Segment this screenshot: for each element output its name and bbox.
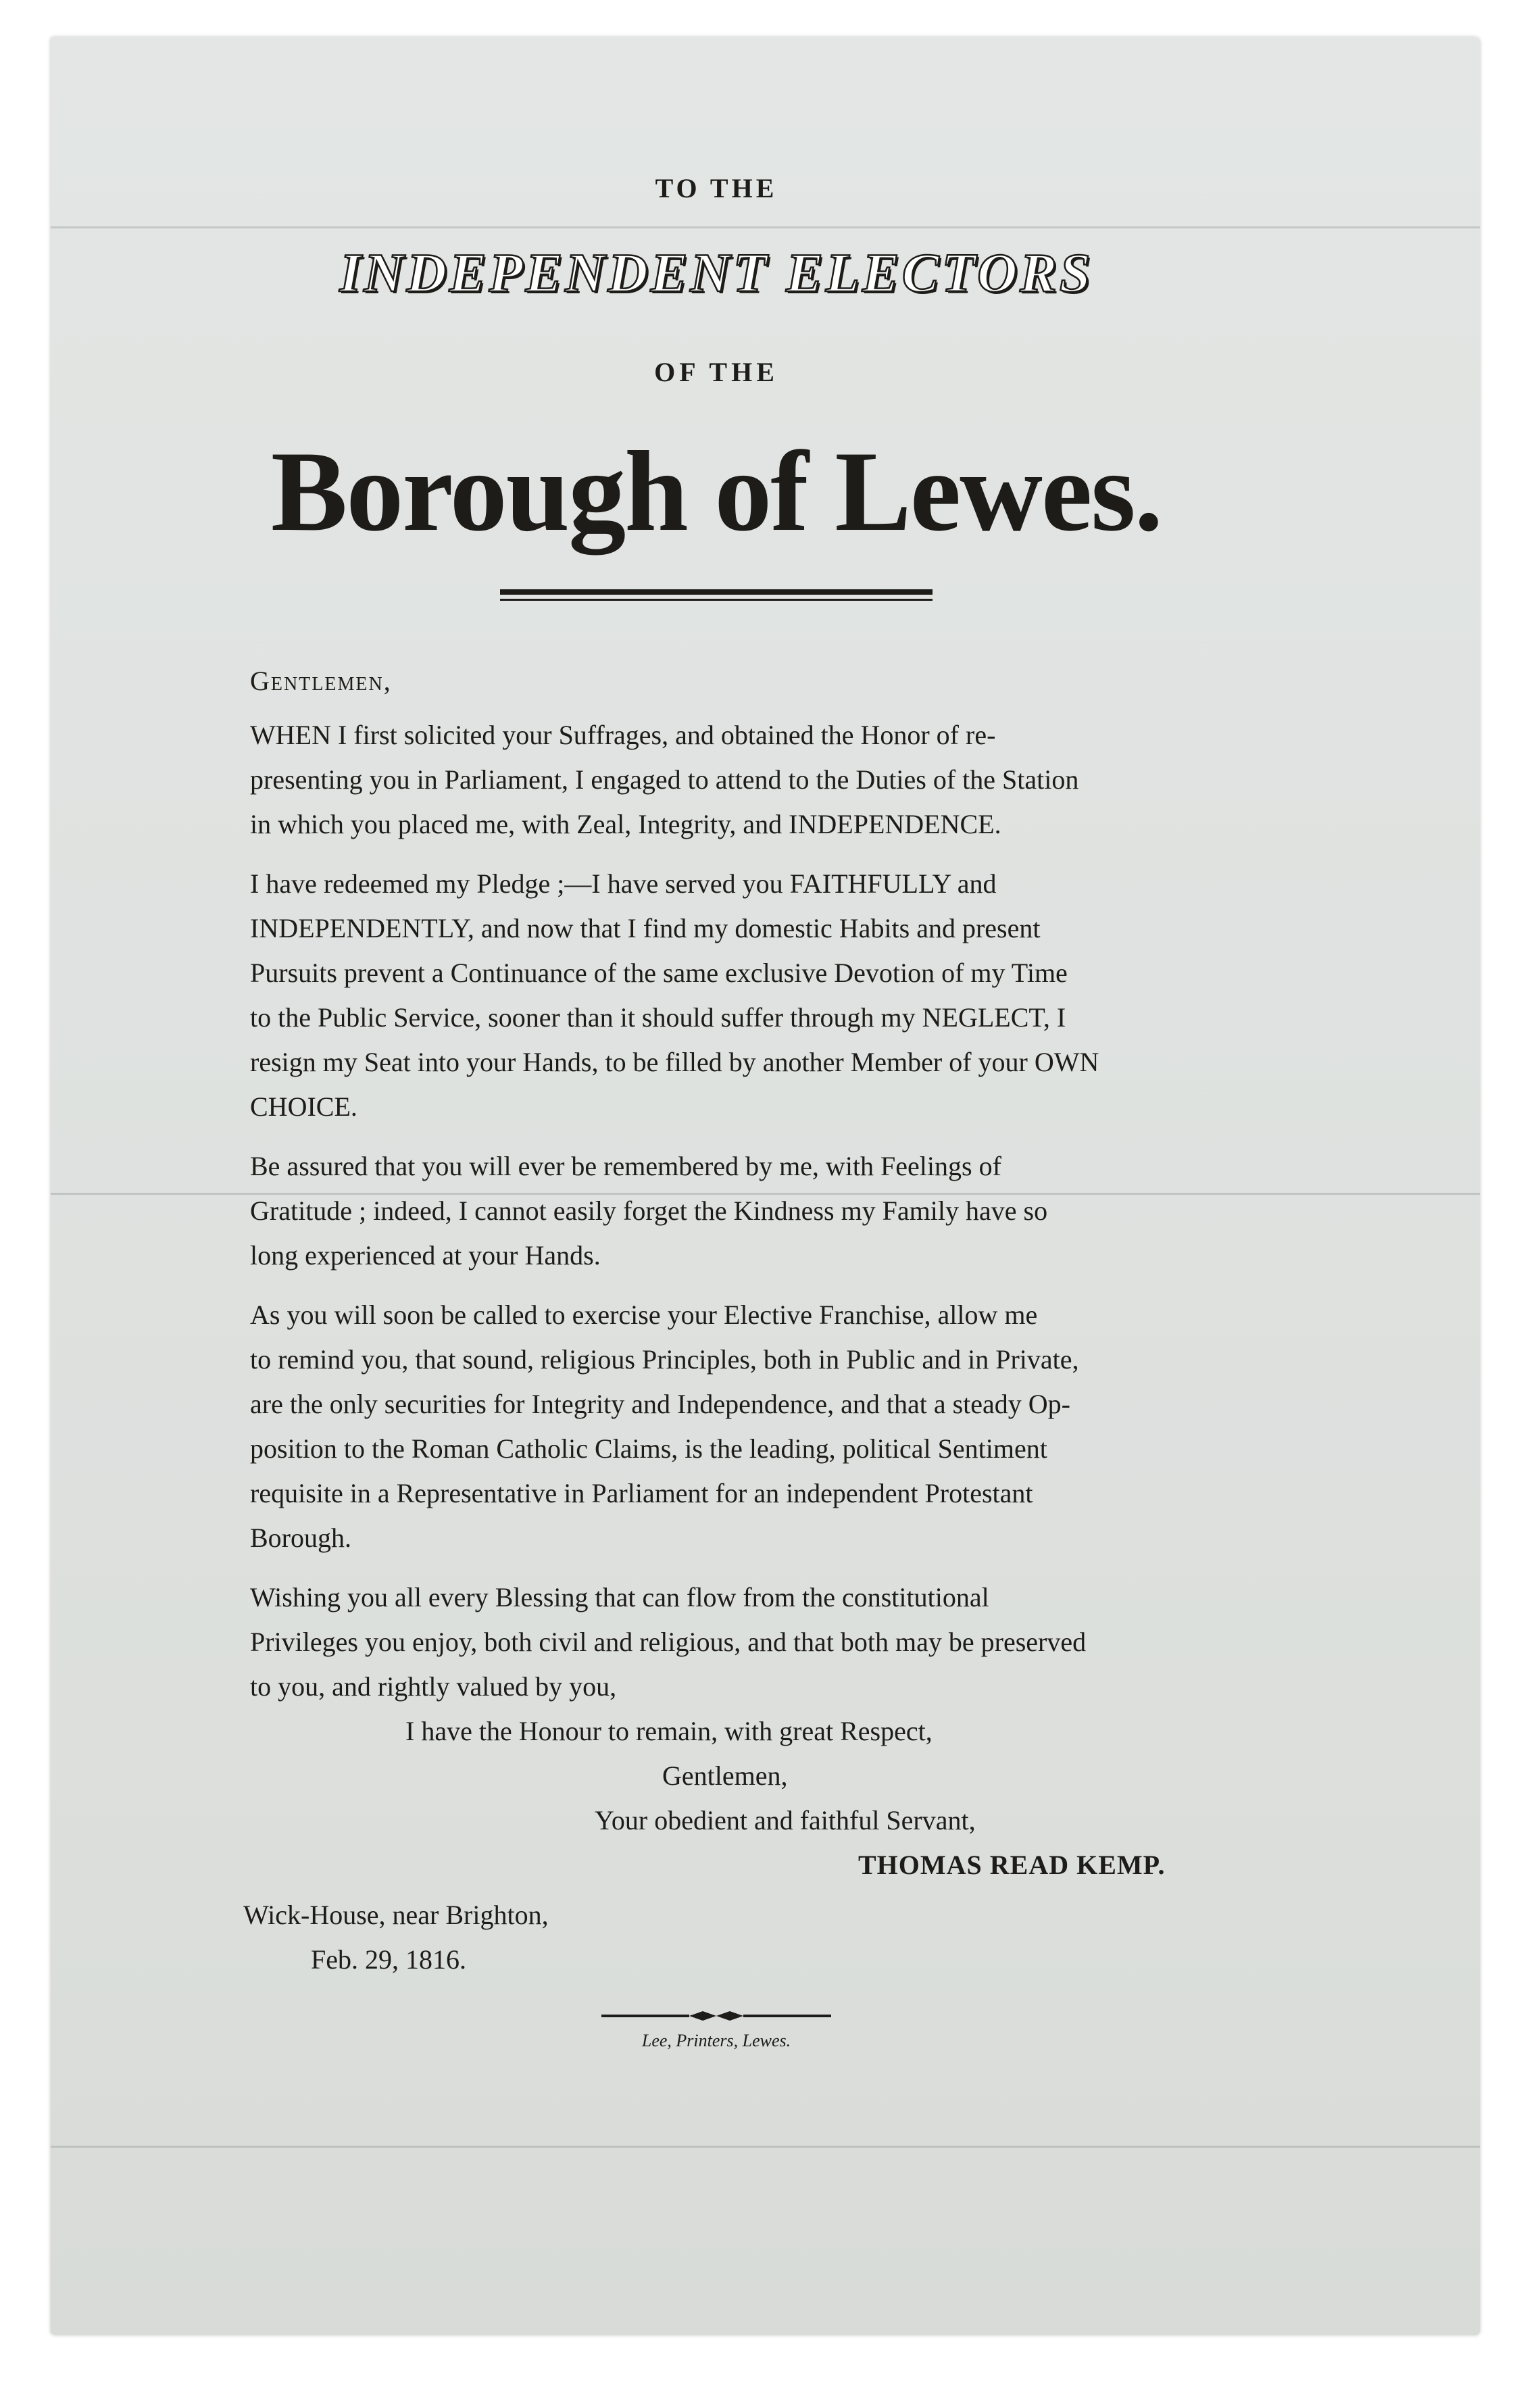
title-rule bbox=[500, 589, 933, 601]
paragraph-line: presenting you in Parliament, I engaged to attend to the Duties of the Station bbox=[250, 764, 1079, 795]
paragraph-line: Pursuits prevent a Continuance of the same exclusive Devotion of my Time bbox=[250, 958, 1068, 988]
paragraph-line: in which you placed me, with Zeal, Integrity, and INDEPENDENCE. bbox=[250, 809, 1001, 839]
place-date-block bbox=[176, 1893, 1257, 1982]
closing-line: I have the Honour to remain, with great Respect, bbox=[405, 1716, 933, 1746]
paragraph-line: WHEN I first solicited your Suffrages, and obtained the Honor of re- bbox=[250, 720, 996, 750]
paragraph-line: Gratitude ; indeed, I cannot easily forget the Kindness my Family have so bbox=[250, 1195, 1048, 1226]
paragraph-line: to the Public Service, sooner than it should suffer through my NEGLECT, I bbox=[250, 1002, 1066, 1033]
document-body bbox=[176, 172, 1257, 2051]
paragraph-line: long experienced at your Hands. bbox=[250, 1240, 601, 1270]
paragraph-5 bbox=[176, 1575, 1257, 1709]
page-title: Borough of Lewes. bbox=[270, 428, 1162, 555]
paragraph-line: CHOICE. bbox=[250, 1091, 357, 1122]
paragraph-line: resign my Seat into your Hands, to be filled by another Member of your OWN bbox=[250, 1047, 1099, 1077]
letter-paragraphs bbox=[176, 713, 1257, 1709]
heading-of-the: OF THE bbox=[654, 357, 778, 387]
paragraph-line: As you will soon be called to exercise your Elective Franchise, allow me bbox=[250, 1300, 1038, 1330]
paragraph-line: INDEPENDENTLY, and now that I find my domestic Habits and present bbox=[250, 913, 1041, 943]
paragraph-line: Wishing you all every Blessing that can flow from the constitutional bbox=[250, 1582, 989, 1612]
rule-thin bbox=[500, 599, 933, 601]
closing-line: Your obedient and faithful Servant, bbox=[595, 1805, 976, 1835]
paragraph-line: Be assured that you will ever be remembered by me, with Feelings of bbox=[250, 1151, 1001, 1181]
closing-block bbox=[176, 1709, 1257, 1888]
paragraph-line: requisite in a Representative in Parliament for an independent Protestant bbox=[250, 1478, 1033, 1508]
paragraph-2 bbox=[176, 862, 1257, 1129]
signature: THOMAS READ KEMP. bbox=[858, 1850, 1166, 1880]
paragraph-1 bbox=[176, 713, 1257, 847]
paragraph-line: position to the Roman Catholic Claims, is the leading, political Sentiment bbox=[250, 1433, 1047, 1464]
ornament-rule-icon bbox=[601, 2009, 831, 2023]
printer-imprint: Lee, Printers, Lewes. bbox=[641, 2031, 791, 2050]
paragraph-4 bbox=[176, 1293, 1257, 1560]
paragraph-line: Borough. bbox=[250, 1523, 351, 1553]
heading-to-the: TO THE bbox=[655, 173, 778, 203]
paragraph-line: are the only securities for Integrity and Independence, and that a steady Op- bbox=[250, 1389, 1070, 1419]
salutation: Gentlemen, bbox=[250, 666, 392, 696]
paragraph-line: to remind you, that sound, religious Principles, both in Public and in Private, bbox=[250, 1344, 1079, 1375]
heading-electors: INDEPENDENT ELECTORS bbox=[339, 242, 1093, 303]
paragraph-line: Privileges you enjoy, both civil and religious, and that both may be preserved bbox=[250, 1627, 1087, 1657]
paragraph-line: to you, and rightly valued by you, bbox=[250, 1671, 617, 1702]
fold-line bbox=[51, 2146, 1480, 2148]
paragraph-3 bbox=[176, 1144, 1257, 1278]
paragraph-line: I have redeemed my Pledge ;—I have served you FAITHFULLY and bbox=[250, 868, 997, 899]
date: Feb. 29, 1816. bbox=[311, 1944, 466, 1975]
place: Wick-House, near Brighton, bbox=[243, 1900, 549, 1930]
rule-thick bbox=[500, 589, 933, 595]
closing-line: Gentlemen, bbox=[662, 1760, 788, 1791]
